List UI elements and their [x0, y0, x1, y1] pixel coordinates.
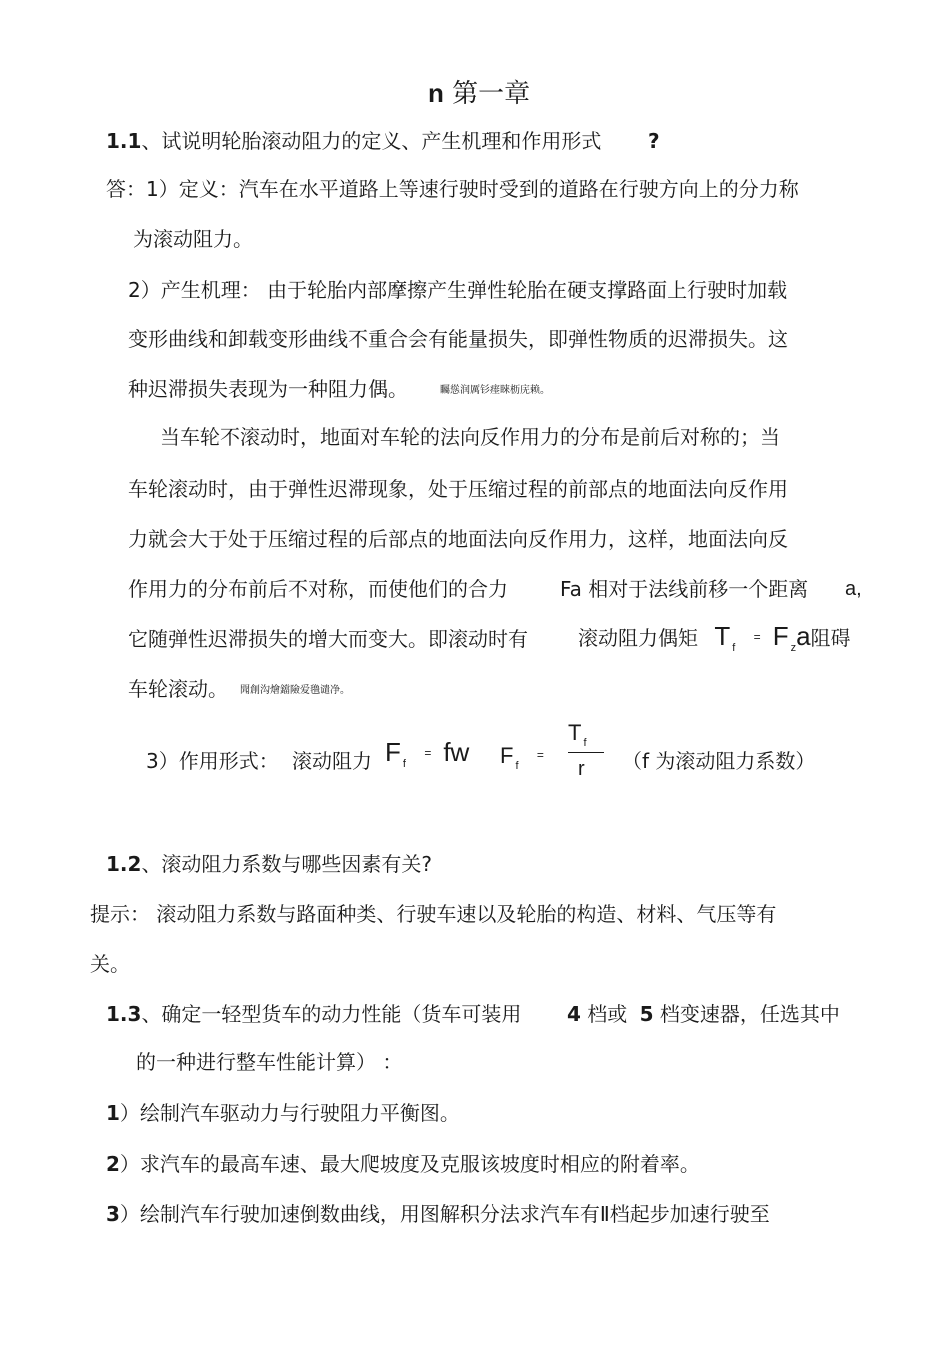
question-1-1 — [106, 129, 601, 153]
mechanism-line-3: 种迟滞损失表现为一种阻力偶。 — [128, 377, 408, 401]
symbol-F: F — [500, 743, 514, 768]
noise-text-2: 聞創沟燴鐺險爱氇谴净。 — [240, 685, 350, 696]
question-text-b: 档或 — [587, 1002, 628, 1026]
symbol-T: T — [714, 621, 731, 651]
paragraph-line-2: 车轮滚动时，由于弹性迟滞现象，处于压缩过程的前部点的地面法向反作用 — [128, 477, 788, 501]
hint-line-1: 提示： 滚动阻力系数与路面种类、行驶车速以及轮胎的构造、材料、气压等有 — [90, 902, 777, 926]
form-label: 3）作用形式： — [146, 749, 279, 773]
paragraph-line-4a: 作用力的分布前后不对称，而使他们的合力 — [128, 577, 508, 601]
fraction-numerator: T $_f$ — [568, 720, 587, 749]
paragraph-line-5b — [578, 621, 851, 654]
form-note: （f 为滚动阻力系数） — [622, 749, 816, 773]
answer-definition-line-1: 答：1）定义：汽车在水平道路上等速行驶时受到的道路在行驶方向上的分力称 — [106, 177, 799, 201]
question-text-c: 档变速器，任选其中 — [659, 1002, 840, 1026]
item-text: ）求汽车的最高车速、最大爬坡度及克服该坡度时相应的附着率。 — [119, 1152, 700, 1176]
equals-sign: = — [424, 746, 432, 760]
chapter-title-text: 第一章 — [452, 79, 531, 109]
question-1-3-line-2: 的一种进行整车性能计算） ： — [136, 1050, 403, 1074]
form-name: 滚动阻力 — [292, 749, 372, 773]
question-number: 1.1 — [106, 129, 142, 153]
gear-5: 5 — [639, 1002, 654, 1026]
paragraph-line-1: 当车轮不滚动时，地面对车轮的法向反作用力的分布是前后对称的；当 — [160, 425, 780, 449]
chapter-prefix: n — [428, 78, 444, 108]
answer-definition-line-2: 为滚动阻力。 — [133, 227, 253, 251]
noise-text-1: 矚慫润厲钐瘗睞枥庑赖。 — [440, 385, 550, 396]
question-text: 、滚动阻力系数与哪些因素有关? — [141, 852, 433, 876]
item-number: 3 — [106, 1202, 120, 1226]
hinder-text: 阻碍 — [810, 626, 851, 650]
formula-ff-frac — [500, 744, 556, 772]
chapter-title — [428, 78, 530, 109]
list-item — [106, 1152, 700, 1176]
subscript-f: f — [515, 760, 519, 772]
question-1-2 — [106, 852, 432, 876]
subscript-f: f — [732, 642, 736, 654]
gear-4: 4 — [567, 1002, 581, 1026]
question-1-3-gears — [567, 1002, 840, 1026]
paragraph-line-3: 力就会大于处于压缩过程的后部点的地面法向反作用力，这样，地面法向反 — [128, 527, 788, 551]
hint-line-2: 关。 — [90, 952, 130, 976]
fraction-bar — [568, 752, 604, 753]
question-text: 、试说明轮胎滚动阻力的定义、产生机理和作用形式 — [141, 129, 602, 153]
subscript-f: f — [402, 758, 406, 770]
question-text-a: 、确定一轻型货车的动力性能（货车可装用 — [141, 1002, 522, 1026]
item-text: ）绘制汽车驱动力与行驶阻力平衡图。 — [119, 1101, 460, 1125]
formula-ff-fw — [385, 737, 470, 770]
list-item — [106, 1101, 460, 1125]
subscript-z: z — [790, 642, 797, 654]
question-number: 1.2 — [106, 852, 142, 876]
mechanism-line-2: 变形曲线和卸载变形曲线不重合会有能量损失，即弹性物质的迟滞损失。这 — [128, 327, 788, 351]
question-number: 1.3 — [106, 1002, 142, 1026]
symbol-F: F — [772, 621, 789, 651]
paragraph-line-5a: 它随弹性迟滞损失的增大而变大。即滚动时有 — [128, 627, 528, 651]
symbol-a: a — [796, 621, 811, 651]
symbol-fw: fw — [443, 737, 470, 767]
fraction-denominator: r — [578, 758, 585, 780]
equals-sign: = — [536, 748, 544, 762]
equals-sign: = — [753, 630, 761, 644]
item-text: ）绘制汽车行驶加速倒数曲线，用图解积分法求汽车有Ⅱ档起步加速行驶至 — [119, 1202, 770, 1226]
question-mark: ? — [648, 129, 660, 153]
mechanism-line-1: 2）产生机理： 由于轮胎内部摩擦产生弹性轮胎在硬支撑路面上行驶时加载 — [128, 278, 788, 302]
question-1-3 — [106, 1002, 521, 1026]
paragraph-line-4c: a, — [845, 578, 862, 600]
rolling-moment-label: 滚动阻力偶矩 — [578, 626, 698, 650]
list-item — [106, 1202, 770, 1226]
symbol-F: F — [385, 737, 401, 767]
item-number: 2 — [106, 1152, 120, 1176]
paragraph-line-4b: Fa 相对于法线前移一个距离 — [560, 577, 809, 601]
fraction — [568, 720, 608, 790]
paragraph-line-6: 车轮滚动。 — [128, 677, 228, 701]
item-number: 1 — [106, 1101, 120, 1125]
